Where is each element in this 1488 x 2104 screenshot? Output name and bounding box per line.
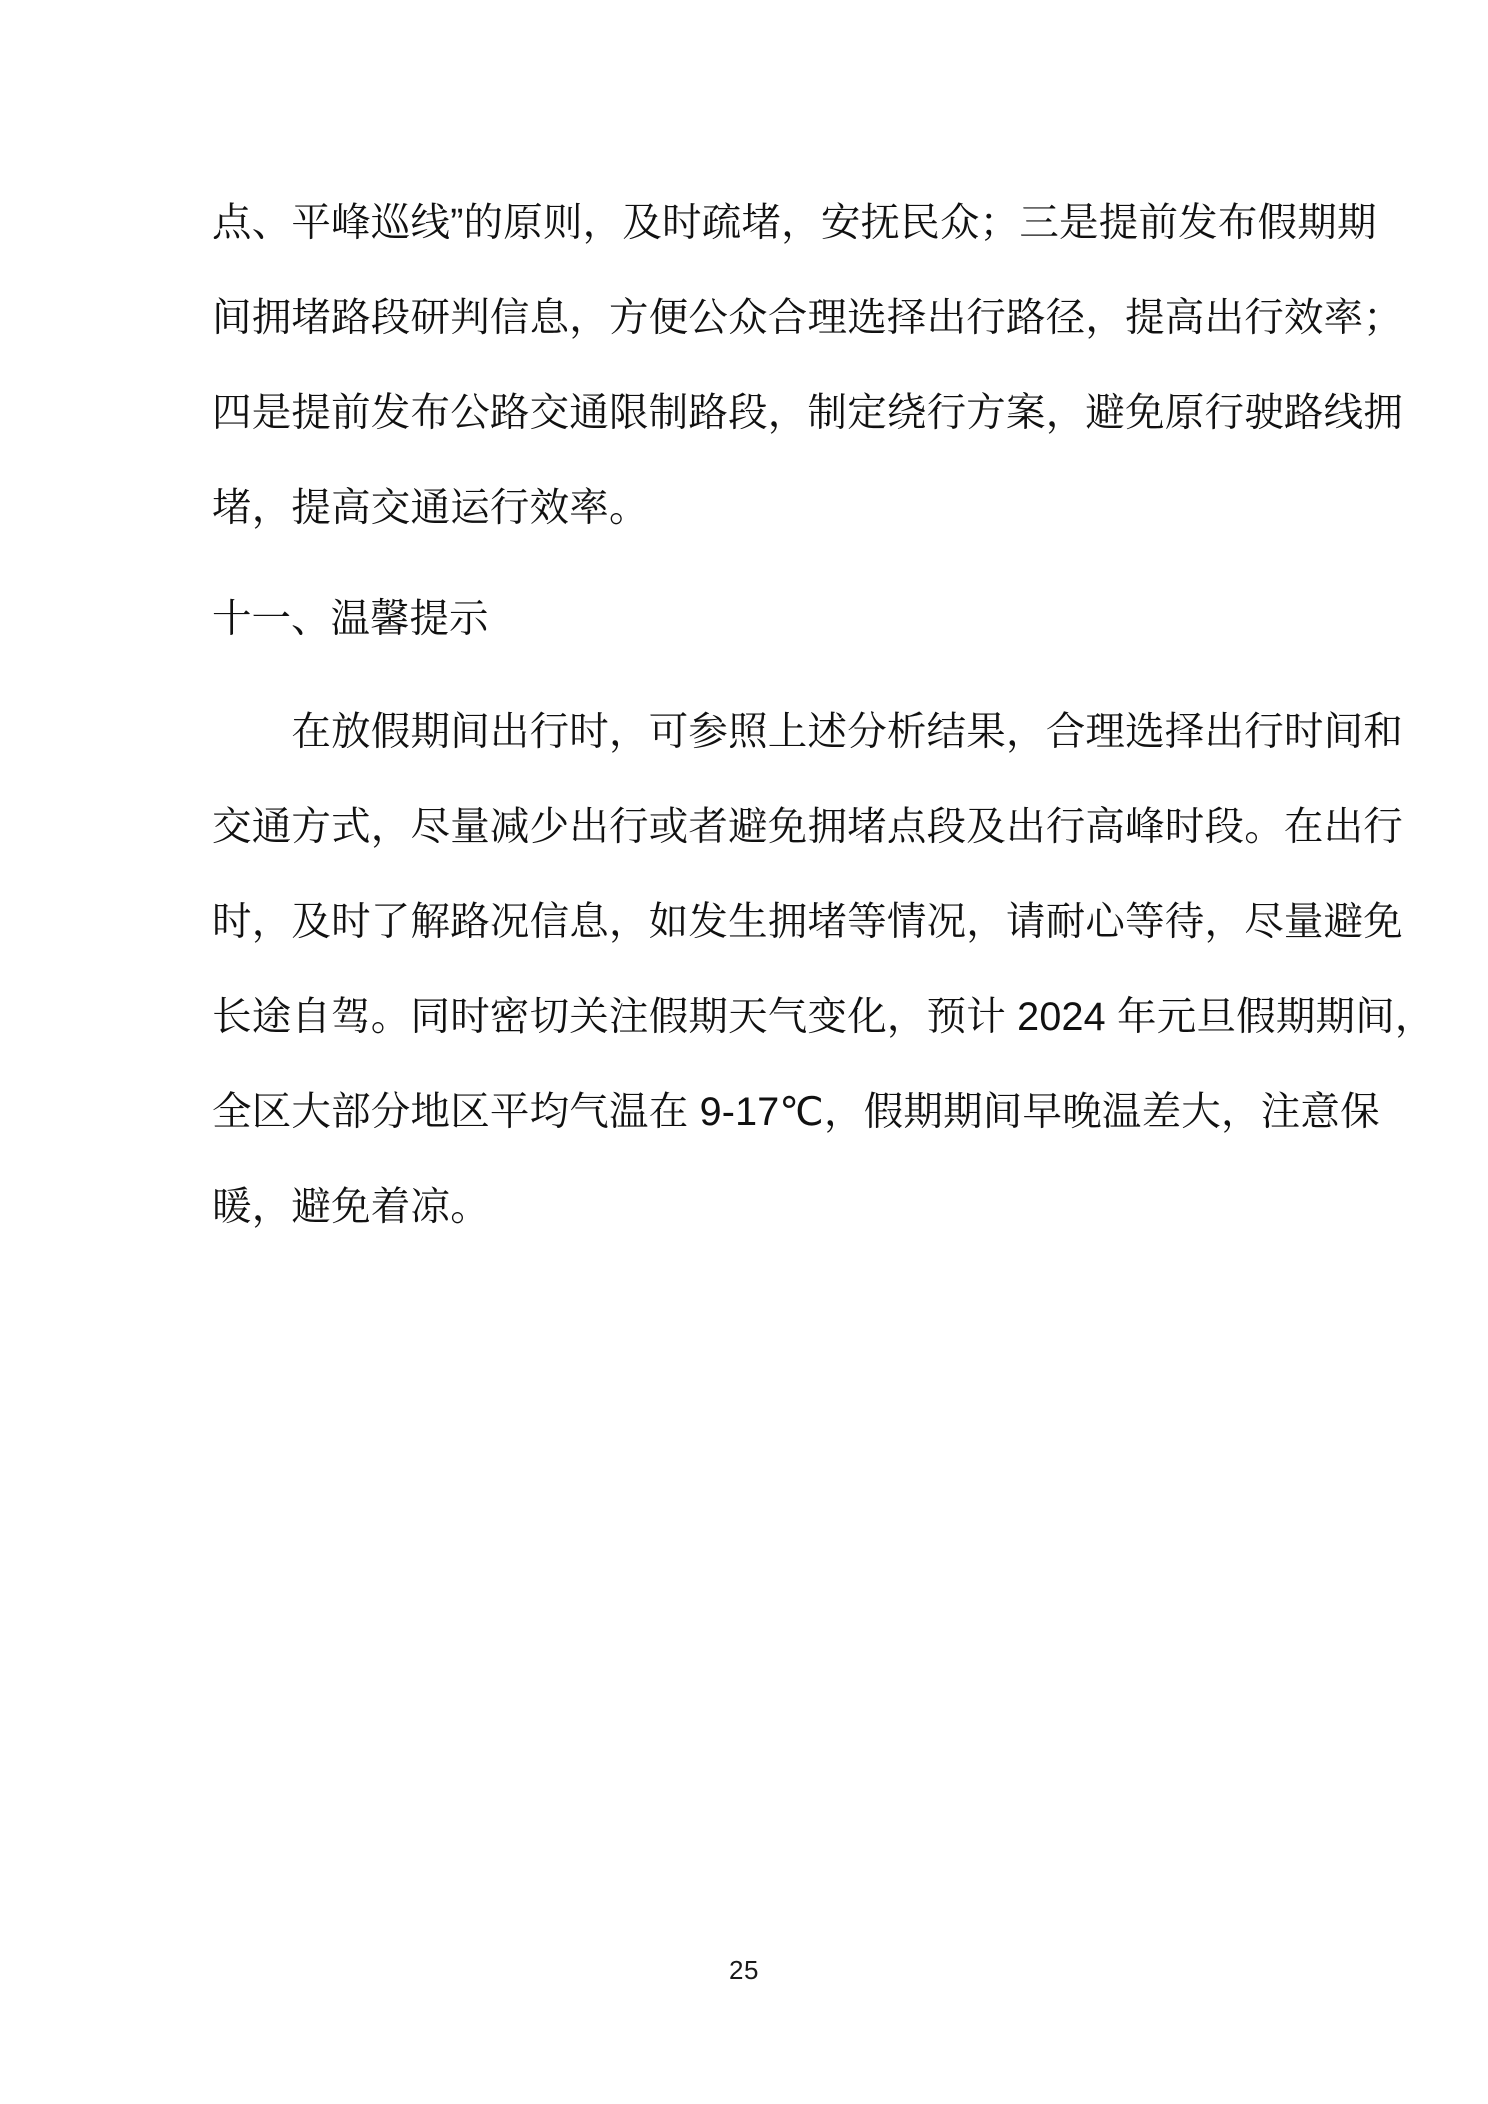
page-footer	[0, 1955, 1488, 1986]
paragraph-line: 长途自驾。同时密切关注假期天气变化，预计 2024 年元旦假期期间，	[212, 995, 1435, 1039]
paragraph-continuation	[212, 176, 1403, 556]
paragraph-warm-tips	[212, 685, 1435, 1255]
section-heading-warm-tips: 十一、温馨提示	[212, 597, 489, 641]
paragraph-line: 四是提前发布公路交通限制路段，制定绕行方案，避免原行驶路线拥	[212, 391, 1403, 435]
paragraph-line: 间拥堵路段研判信息，方便公众合理选择出行路径，提高出行效率；	[212, 296, 1403, 340]
page-content	[212, 176, 1435, 1255]
paragraph-line: 时，及时了解路况信息，如发生拥堵等情况，请耐心等待，尽量避免	[212, 900, 1403, 944]
paragraph-line: 在放假期间出行时，可参照上述分析结果，合理选择出行时间和	[212, 710, 1403, 754]
paragraph-line: 暖，避免着凉。	[212, 1185, 490, 1229]
paragraph-line: 点、平峰巡线”的原则，及时疏堵，安抚民众；三是提前发布假期期	[212, 201, 1377, 245]
page-number: 25	[729, 1955, 759, 1985]
paragraph-line: 交通方式，尽量减少出行或者避免拥堵点段及出行高峰时段。在出行	[212, 805, 1403, 849]
paragraph-line: 全区大部分地区平均气温在 9-17℃，假期期间早晚温差大，注意保	[212, 1090, 1380, 1134]
paragraph-line: 堵，提高交通运行效率。	[212, 486, 649, 530]
